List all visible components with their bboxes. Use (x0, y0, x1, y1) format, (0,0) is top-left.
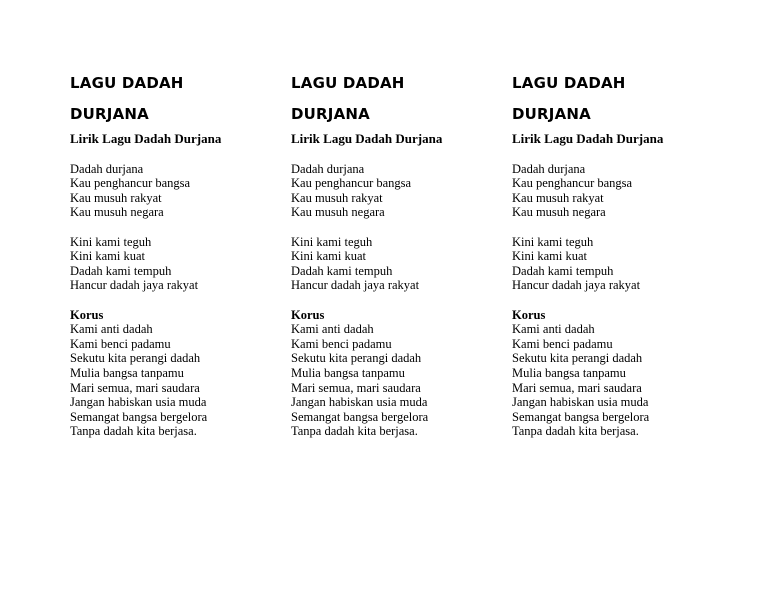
chorus-line: Tanpa dadah kita berjasa. (70, 424, 197, 439)
chorus-line: Semangat bangsa bergelora (512, 409, 650, 424)
lyrics-column-3 (512, 68, 712, 439)
song-title-line-2: DURJANA (291, 105, 370, 123)
chorus-line: Mulia bangsa tanpamu (70, 365, 184, 380)
verse-line: Kau musuh rakyat (512, 190, 604, 205)
song-title-line-2: DURJANA (70, 105, 149, 123)
verse-line: Dadah kami tempuh (291, 263, 393, 278)
verse-line: Kau musuh negara (70, 205, 164, 220)
song-title-line-2: DURJANA (512, 105, 591, 123)
chorus (512, 308, 712, 439)
verse-line: Kau musuh rakyat (70, 190, 162, 205)
verse-2 (512, 235, 712, 293)
song-title-line-1: LAGU DADAH (291, 74, 405, 92)
verse-line: Kini kami kuat (291, 249, 366, 264)
lyrics-column-2 (291, 68, 491, 439)
chorus-line: Sekutu kita perangi dadah (291, 351, 422, 366)
verse-line: Kau penghancur bangsa (291, 176, 412, 191)
song-title-line-1: LAGU DADAH (512, 74, 626, 92)
verse-line: Kini kami kuat (70, 249, 145, 264)
lyrics-subtitle: Lirik Lagu Dadah Durjana (70, 131, 222, 146)
verse-line: Kau penghancur bangsa (512, 176, 633, 191)
chorus-line: Mari semua, mari saudara (70, 380, 200, 395)
verse-line: Kini kami teguh (512, 234, 594, 249)
verse-line: Kini kami kuat (512, 249, 587, 264)
verse-line: Hancur dadah jaya rakyat (291, 278, 420, 293)
chorus-line: Kami anti dadah (70, 322, 153, 337)
verse-line: Kau musuh rakyat (291, 190, 383, 205)
verse-line: Dadah durjana (512, 161, 586, 176)
chorus-line: Jangan habiskan usia muda (291, 395, 428, 410)
chorus (70, 308, 270, 439)
chorus-line: Kami anti dadah (291, 322, 374, 337)
chorus-heading: Korus (70, 307, 104, 322)
verse-line: Kau musuh negara (512, 205, 606, 220)
verse-line: Kini kami teguh (70, 234, 152, 249)
chorus-line: Mulia bangsa tanpamu (512, 365, 626, 380)
chorus-line: Sekutu kita perangi dadah (512, 351, 643, 366)
chorus-line: Mari semua, mari saudara (512, 380, 642, 395)
verse-1 (291, 162, 491, 220)
verse-line: Kau penghancur bangsa (70, 176, 191, 191)
chorus-line: Kami anti dadah (512, 322, 595, 337)
chorus-line: Mari semua, mari saudara (291, 380, 421, 395)
verse-line: Dadah durjana (291, 161, 365, 176)
chorus-heading: Korus (291, 307, 325, 322)
chorus-line: Tanpa dadah kita berjasa. (291, 424, 418, 439)
chorus-line: Semangat bangsa bergelora (291, 409, 429, 424)
song-title-line-1: LAGU DADAH (70, 74, 184, 92)
chorus-line: Kami benci padamu (70, 336, 171, 351)
verse-line: Dadah kami tempuh (70, 263, 172, 278)
chorus-line: Tanpa dadah kita berjasa. (512, 424, 639, 439)
chorus-line: Kami benci padamu (512, 336, 613, 351)
verse-line: Kini kami teguh (291, 234, 373, 249)
lyrics-column-1 (70, 68, 270, 439)
verse-1 (70, 162, 270, 220)
verse-2 (291, 235, 491, 293)
verse-line: Hancur dadah jaya rakyat (512, 278, 641, 293)
chorus-heading: Korus (512, 307, 546, 322)
lyrics-subtitle: Lirik Lagu Dadah Durjana (291, 131, 443, 146)
chorus-line: Sekutu kita perangi dadah (70, 351, 201, 366)
verse-line: Kau musuh negara (291, 205, 385, 220)
chorus-line: Jangan habiskan usia muda (70, 395, 207, 410)
verse-line: Dadah durjana (70, 161, 144, 176)
verse-1 (512, 162, 712, 220)
verse-line: Hancur dadah jaya rakyat (70, 278, 199, 293)
chorus-line: Jangan habiskan usia muda (512, 395, 649, 410)
chorus-line: Semangat bangsa bergelora (70, 409, 208, 424)
chorus-line: Mulia bangsa tanpamu (291, 365, 405, 380)
chorus (291, 308, 491, 439)
chorus-line: Kami benci padamu (291, 336, 392, 351)
lyrics-subtitle: Lirik Lagu Dadah Durjana (512, 131, 664, 146)
verse-line: Dadah kami tempuh (512, 263, 614, 278)
verse-2 (70, 235, 270, 293)
